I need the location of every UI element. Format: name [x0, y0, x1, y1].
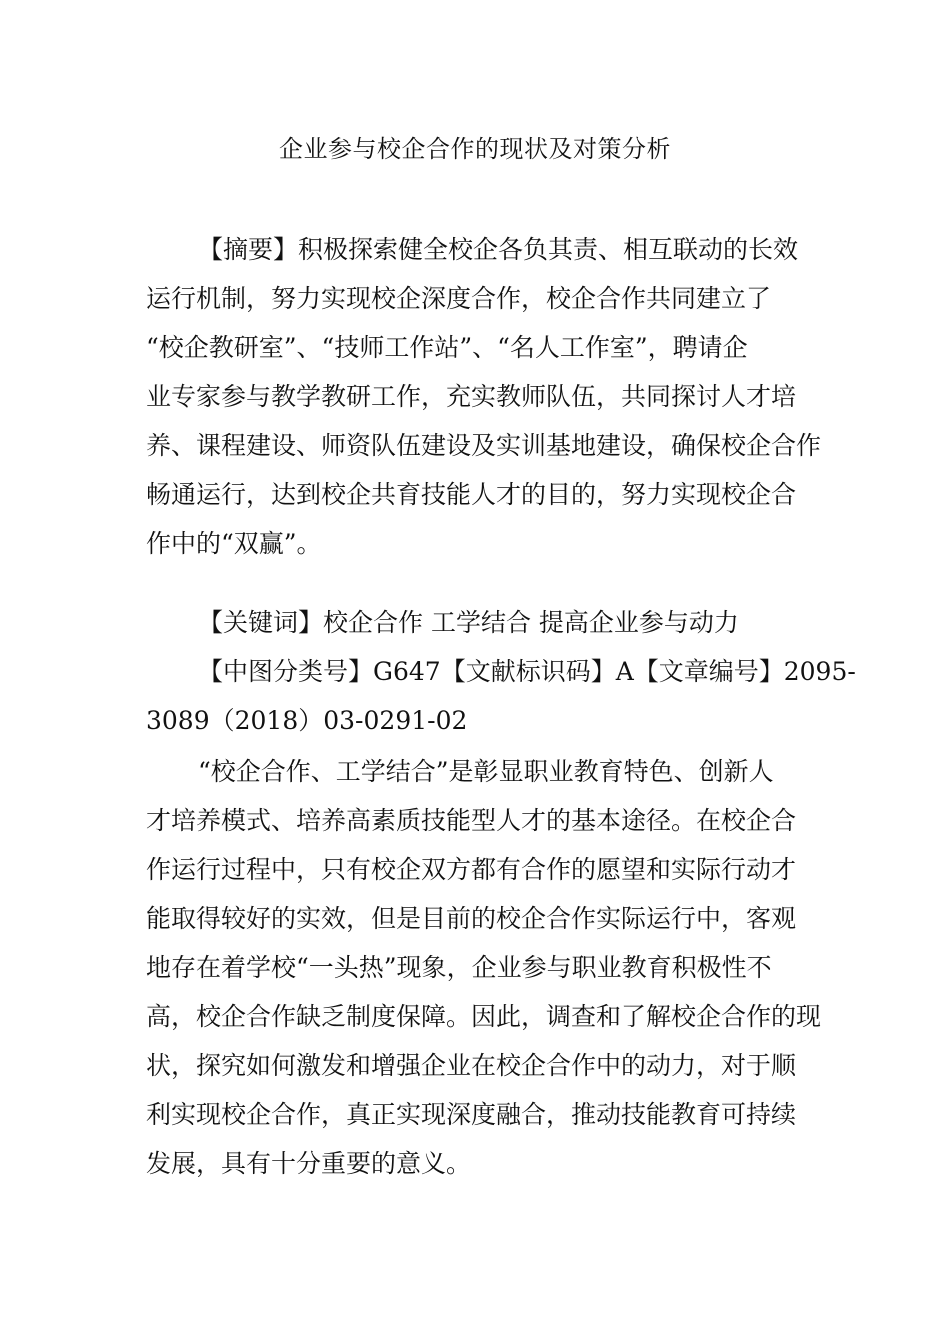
keywords-line [146, 598, 808, 647]
abstract-text-1: 积极探索健全校企各负其责、相互联动的长效 [298, 235, 799, 264]
abstract-line-1 [146, 225, 808, 274]
abstract-line-4: 业专家参与教学教研工作，充实教师队伍，共同探讨人才培 [146, 382, 797, 411]
document-title: 企业参与校企合作的现状及对策分析 [279, 135, 671, 163]
intro-line-8: 利实现校企合作，真正实现深度融合，推动技能教育可持续 [146, 1100, 797, 1129]
intro-line-2: 才培养模式、培养高素质技能型人才的基本途径。在校企合 [146, 806, 797, 835]
intro-line-5: 地存在着学校“一头热”现象，企业参与职业教育积极性不 [146, 953, 772, 982]
classification-line-2: 3089（2018）03-0291-02 [146, 706, 468, 735]
intro-line-6: 高，校企合作缺乏制度保障。因此，调查和了解校企合作的现 [146, 1002, 822, 1031]
intro-line-4: 能取得较好的实效，但是目前的校企合作实际运行中，客观 [146, 904, 797, 933]
intro-paragraph [146, 747, 822, 1188]
keywords-paragraph [146, 598, 808, 647]
abstract-line-5: 养、课程建设、师资队伍建设及实训基地建设，确保校企合作 [146, 431, 822, 460]
intro-line-9: 发展，具有十分重要的意义。 [146, 1149, 472, 1178]
abstract-label: 【摘要】 [198, 235, 299, 264]
classification-paragraph [146, 647, 856, 745]
abstract-line-3: “校企教研室”、“技师工作站”、“名人工作室”，聘请企 [146, 333, 748, 362]
keywords-label: 【关键词】 [198, 608, 324, 637]
classification-line-1: 【中图分类号】G647【文献标识码】A【文章编号】2095- [198, 657, 856, 686]
intro-line-3: 作运行过程中，只有校企双方都有合作的愿望和实际行动才 [146, 855, 797, 884]
intro-line-1: “校企合作、工学结合”是彰显职业教育特色、创新人 [198, 757, 774, 786]
abstract-line-2: 运行机制，努力实现校企深度合作，校企合作共同建立了 [146, 284, 772, 313]
keywords-text: 校企合作 工学结合 提高企业参与动力 [323, 608, 739, 637]
abstract-paragraph [146, 225, 822, 568]
abstract-line-6: 畅通运行，达到校企共育技能人才的目的，努力实现校企合 [146, 480, 797, 509]
intro-line-7: 状，探究如何激发和增强企业在校企合作中的动力，对于顺 [146, 1051, 797, 1080]
abstract-line-7: 作中的“双赢”。 [146, 529, 322, 558]
